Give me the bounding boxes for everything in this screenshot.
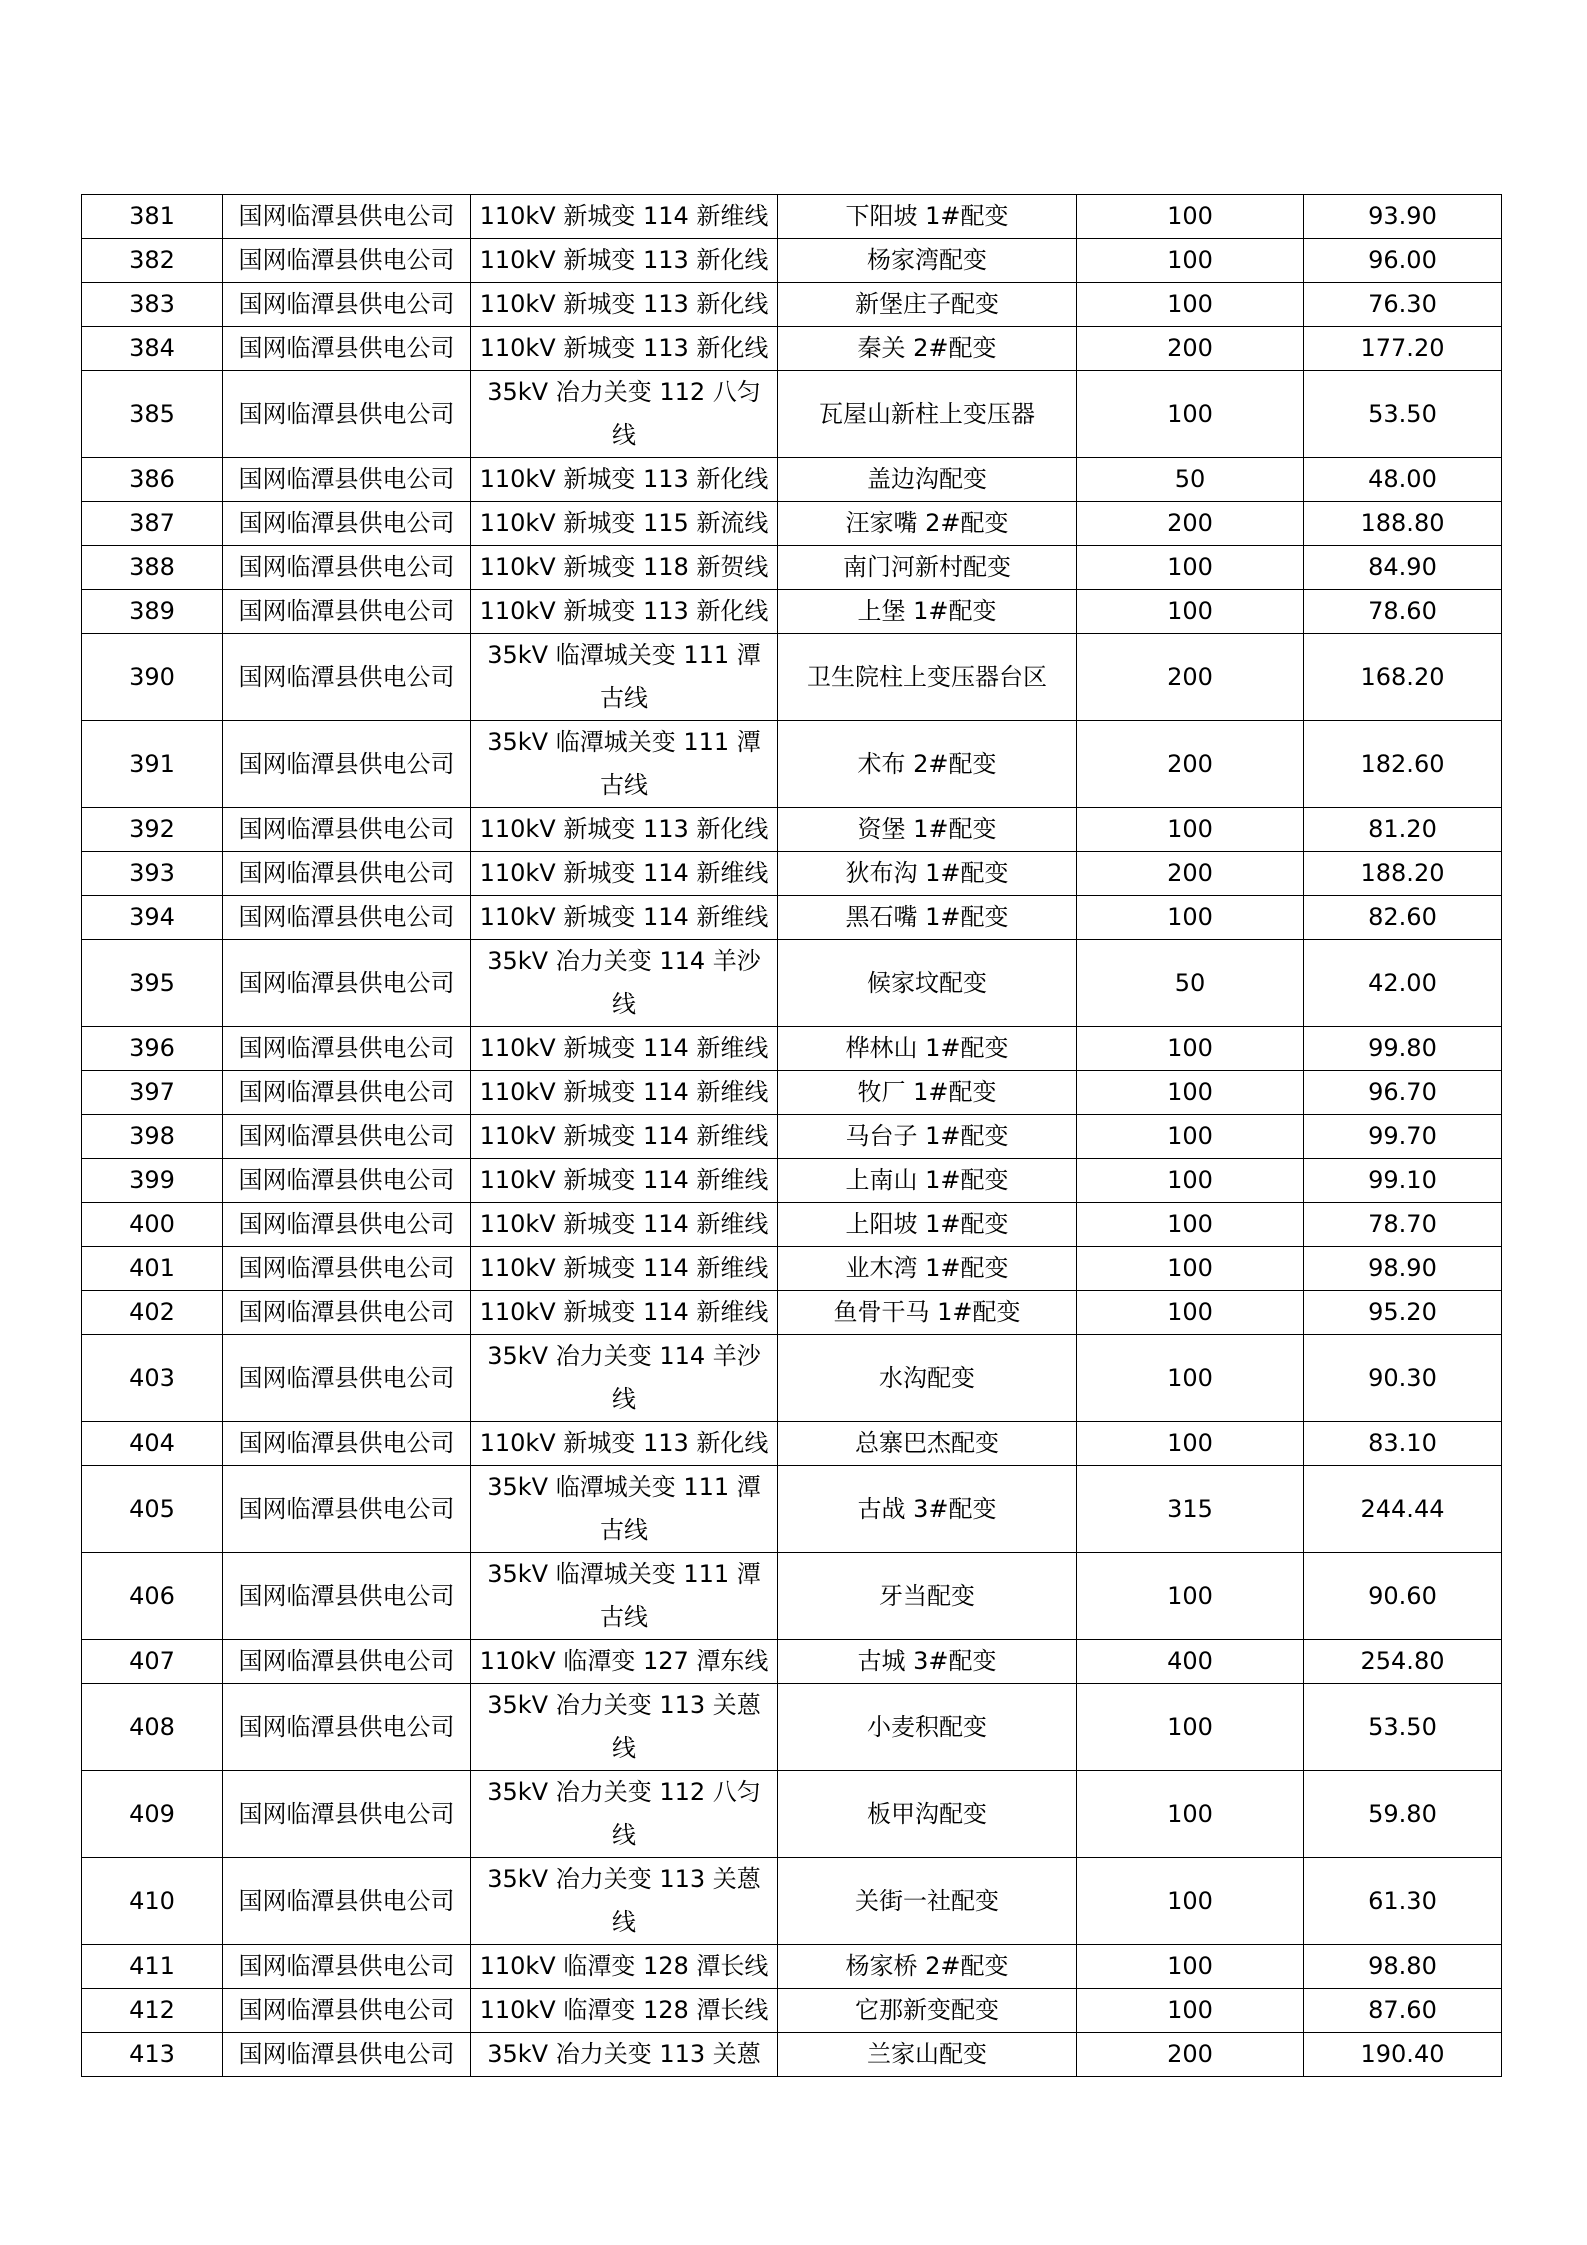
company-cell: 国网临潭县供电公司 xyxy=(223,283,471,327)
value-cell: 76.30 xyxy=(1304,283,1502,327)
capacity-cell: 100 xyxy=(1077,1071,1304,1115)
table-row xyxy=(82,1291,1502,1335)
transformer-cell: 卫生院柱上变压器台区 xyxy=(778,634,1077,721)
capacity-cell: 200 xyxy=(1077,502,1304,546)
capacity-cell: 100 xyxy=(1077,1335,1304,1422)
capacity-cell: 200 xyxy=(1077,634,1304,721)
value-cell: 90.30 xyxy=(1304,1335,1502,1422)
value-cell: 48.00 xyxy=(1304,458,1502,502)
value-cell: 78.60 xyxy=(1304,590,1502,634)
transformer-cell: 狄布沟 1#配变 xyxy=(778,852,1077,896)
table-row xyxy=(82,1553,1502,1640)
company-cell: 国网临潭县供电公司 xyxy=(223,1335,471,1422)
capacity-cell: 50 xyxy=(1077,458,1304,502)
value-cell: 42.00 xyxy=(1304,940,1502,1027)
transformer-cell: 新堡庄子配变 xyxy=(778,283,1077,327)
company-cell: 国网临潭县供电公司 xyxy=(223,502,471,546)
row-number-cell: 411 xyxy=(82,1945,223,1989)
value-cell: 93.90 xyxy=(1304,195,1502,239)
transformer-cell: 鱼骨干马 1#配变 xyxy=(778,1291,1077,1335)
transformer-cell: 秦关 2#配变 xyxy=(778,327,1077,371)
capacity-cell: 100 xyxy=(1077,1858,1304,1945)
line-cell: 110kV 新城变 114 新维线 xyxy=(471,1115,778,1159)
table-row xyxy=(82,546,1502,590)
company-cell: 国网临潭县供电公司 xyxy=(223,808,471,852)
transformer-cell: 术布 2#配变 xyxy=(778,721,1077,808)
capacity-cell: 100 xyxy=(1077,896,1304,940)
table-row xyxy=(82,1989,1502,2033)
company-cell: 国网临潭县供电公司 xyxy=(223,239,471,283)
capacity-cell: 200 xyxy=(1077,852,1304,896)
row-number-cell: 390 xyxy=(82,634,223,721)
company-cell: 国网临潭县供电公司 xyxy=(223,371,471,458)
table-row xyxy=(82,1203,1502,1247)
value-cell: 87.60 xyxy=(1304,1989,1502,2033)
table-row xyxy=(82,808,1502,852)
row-number-cell: 392 xyxy=(82,808,223,852)
capacity-cell: 200 xyxy=(1077,327,1304,371)
row-number-cell: 401 xyxy=(82,1247,223,1291)
row-number-cell: 403 xyxy=(82,1335,223,1422)
capacity-cell: 100 xyxy=(1077,1945,1304,1989)
capacity-cell: 100 xyxy=(1077,1989,1304,2033)
value-cell: 98.90 xyxy=(1304,1247,1502,1291)
company-cell: 国网临潭县供电公司 xyxy=(223,1640,471,1684)
line-cell: 35kV 临潭城关变 111 潭古线 xyxy=(471,1466,778,1553)
line-cell: 35kV 冶力关变 114 羊沙线 xyxy=(471,1335,778,1422)
table-row xyxy=(82,940,1502,1027)
line-cell: 35kV 冶力关变 113 关蒽线 xyxy=(471,1858,778,1945)
line-cell: 110kV 新城变 113 新化线 xyxy=(471,327,778,371)
company-cell: 国网临潭县供电公司 xyxy=(223,1115,471,1159)
company-cell: 国网临潭县供电公司 xyxy=(223,195,471,239)
table-row xyxy=(82,195,1502,239)
value-cell: 96.00 xyxy=(1304,239,1502,283)
capacity-cell: 50 xyxy=(1077,940,1304,1027)
line-cell: 110kV 新城变 114 新维线 xyxy=(471,1071,778,1115)
line-cell: 35kV 临潭城关变 111 潭古线 xyxy=(471,634,778,721)
capacity-cell: 100 xyxy=(1077,239,1304,283)
capacity-cell: 100 xyxy=(1077,283,1304,327)
transformer-cell: 古城 3#配变 xyxy=(778,1640,1077,1684)
table-row xyxy=(82,1027,1502,1071)
value-cell: 59.80 xyxy=(1304,1771,1502,1858)
value-cell: 244.44 xyxy=(1304,1466,1502,1553)
transformer-cell: 古战 3#配变 xyxy=(778,1466,1077,1553)
capacity-cell: 100 xyxy=(1077,808,1304,852)
distribution-transformer-table xyxy=(81,194,1502,2077)
company-cell: 国网临潭县供电公司 xyxy=(223,896,471,940)
table-row xyxy=(82,327,1502,371)
line-cell: 35kV 冶力关变 112 八匀线 xyxy=(471,371,778,458)
capacity-cell: 100 xyxy=(1077,1422,1304,1466)
line-cell: 110kV 新城变 115 新流线 xyxy=(471,502,778,546)
row-number-cell: 388 xyxy=(82,546,223,590)
company-cell: 国网临潭县供电公司 xyxy=(223,1291,471,1335)
transformer-cell: 杨家湾配变 xyxy=(778,239,1077,283)
transformer-cell: 杨家桥 2#配变 xyxy=(778,1945,1077,1989)
transformer-cell: 瓦屋山新柱上变压器 xyxy=(778,371,1077,458)
transformer-cell: 上阳坡 1#配变 xyxy=(778,1203,1077,1247)
line-cell: 110kV 新城变 113 新化线 xyxy=(471,239,778,283)
row-number-cell: 381 xyxy=(82,195,223,239)
capacity-cell: 100 xyxy=(1077,1684,1304,1771)
line-cell: 110kV 新城变 113 新化线 xyxy=(471,283,778,327)
company-cell: 国网临潭县供电公司 xyxy=(223,1466,471,1553)
company-cell: 国网临潭县供电公司 xyxy=(223,1159,471,1203)
company-cell: 国网临潭县供电公司 xyxy=(223,1858,471,1945)
line-cell: 35kV 临潭城关变 111 潭古线 xyxy=(471,1553,778,1640)
capacity-cell: 315 xyxy=(1077,1466,1304,1553)
line-cell: 110kV 新城变 118 新贺线 xyxy=(471,546,778,590)
transformer-cell: 资堡 1#配变 xyxy=(778,808,1077,852)
line-cell: 110kV 临潭变 128 潭长线 xyxy=(471,1945,778,1989)
value-cell: 90.60 xyxy=(1304,1553,1502,1640)
transformer-cell: 桦林山 1#配变 xyxy=(778,1027,1077,1071)
table-row xyxy=(82,1335,1502,1422)
table-row xyxy=(82,896,1502,940)
line-cell: 110kV 新城变 114 新维线 xyxy=(471,1203,778,1247)
company-cell: 国网临潭县供电公司 xyxy=(223,852,471,896)
value-cell: 81.20 xyxy=(1304,808,1502,852)
table-row xyxy=(82,1071,1502,1115)
row-number-cell: 384 xyxy=(82,327,223,371)
transformer-cell: 候家坟配变 xyxy=(778,940,1077,1027)
transformer-cell: 盖边沟配变 xyxy=(778,458,1077,502)
row-number-cell: 410 xyxy=(82,1858,223,1945)
row-number-cell: 385 xyxy=(82,371,223,458)
company-cell: 国网临潭县供电公司 xyxy=(223,2033,471,2077)
value-cell: 98.80 xyxy=(1304,1945,1502,1989)
line-cell: 110kV 新城变 114 新维线 xyxy=(471,1247,778,1291)
transformer-cell: 板甲沟配变 xyxy=(778,1771,1077,1858)
line-cell: 110kV 新城变 114 新维线 xyxy=(471,1159,778,1203)
value-cell: 99.70 xyxy=(1304,1115,1502,1159)
row-number-cell: 398 xyxy=(82,1115,223,1159)
line-cell: 35kV 冶力关变 114 羊沙线 xyxy=(471,940,778,1027)
transformer-cell: 上堡 1#配变 xyxy=(778,590,1077,634)
table-row xyxy=(82,1422,1502,1466)
company-cell: 国网临潭县供电公司 xyxy=(223,458,471,502)
line-cell: 110kV 新城变 114 新维线 xyxy=(471,1027,778,1071)
capacity-cell: 100 xyxy=(1077,1291,1304,1335)
table-row xyxy=(82,1945,1502,1989)
line-cell: 35kV 冶力关变 113 关蒽线 xyxy=(471,1684,778,1771)
table-row xyxy=(82,283,1502,327)
company-cell: 国网临潭县供电公司 xyxy=(223,721,471,808)
transformer-cell: 它那新变配变 xyxy=(778,1989,1077,2033)
line-cell: 110kV 新城变 113 新化线 xyxy=(471,808,778,852)
capacity-cell: 200 xyxy=(1077,2033,1304,2077)
value-cell: 254.80 xyxy=(1304,1640,1502,1684)
row-number-cell: 389 xyxy=(82,590,223,634)
company-cell: 国网临潭县供电公司 xyxy=(223,1422,471,1466)
value-cell: 99.10 xyxy=(1304,1159,1502,1203)
line-cell: 110kV 新城变 113 新化线 xyxy=(471,458,778,502)
value-cell: 83.10 xyxy=(1304,1422,1502,1466)
value-cell: 188.20 xyxy=(1304,852,1502,896)
company-cell: 国网临潭县供电公司 xyxy=(223,1945,471,1989)
row-number-cell: 400 xyxy=(82,1203,223,1247)
table-row xyxy=(82,1684,1502,1771)
capacity-cell: 200 xyxy=(1077,721,1304,808)
transformer-cell: 关街一社配变 xyxy=(778,1858,1077,1945)
capacity-cell: 100 xyxy=(1077,1115,1304,1159)
transformer-cell: 水沟配变 xyxy=(778,1335,1077,1422)
table-row xyxy=(82,1640,1502,1684)
table-row xyxy=(82,2033,1502,2077)
table-row xyxy=(82,1466,1502,1553)
row-number-cell: 396 xyxy=(82,1027,223,1071)
capacity-cell: 100 xyxy=(1077,371,1304,458)
value-cell: 168.20 xyxy=(1304,634,1502,721)
transformer-cell: 业木湾 1#配变 xyxy=(778,1247,1077,1291)
capacity-cell: 400 xyxy=(1077,1640,1304,1684)
value-cell: 96.70 xyxy=(1304,1071,1502,1115)
value-cell: 78.70 xyxy=(1304,1203,1502,1247)
line-cell: 35kV 冶力关变 113 关蒽 xyxy=(471,2033,778,2077)
value-cell: 190.40 xyxy=(1304,2033,1502,2077)
table-row xyxy=(82,852,1502,896)
line-cell: 110kV 临潭变 128 潭长线 xyxy=(471,1989,778,2033)
value-cell: 53.50 xyxy=(1304,1684,1502,1771)
row-number-cell: 397 xyxy=(82,1071,223,1115)
line-cell: 110kV 新城变 113 新化线 xyxy=(471,1422,778,1466)
row-number-cell: 406 xyxy=(82,1553,223,1640)
row-number-cell: 399 xyxy=(82,1159,223,1203)
line-cell: 110kV 临潭变 127 潭东线 xyxy=(471,1640,778,1684)
value-cell: 95.20 xyxy=(1304,1291,1502,1335)
row-number-cell: 408 xyxy=(82,1684,223,1771)
capacity-cell: 100 xyxy=(1077,546,1304,590)
table-body xyxy=(82,195,1502,2077)
transformer-cell: 马台子 1#配变 xyxy=(778,1115,1077,1159)
transformer-cell: 汪家嘴 2#配变 xyxy=(778,502,1077,546)
transformer-cell: 总寨巴杰配变 xyxy=(778,1422,1077,1466)
value-cell: 182.60 xyxy=(1304,721,1502,808)
table-row xyxy=(82,1159,1502,1203)
table-row xyxy=(82,1247,1502,1291)
row-number-cell: 395 xyxy=(82,940,223,1027)
capacity-cell: 100 xyxy=(1077,195,1304,239)
company-cell: 国网临潭县供电公司 xyxy=(223,1071,471,1115)
value-cell: 99.80 xyxy=(1304,1027,1502,1071)
row-number-cell: 394 xyxy=(82,896,223,940)
company-cell: 国网临潭县供电公司 xyxy=(223,1247,471,1291)
row-number-cell: 409 xyxy=(82,1771,223,1858)
table-row xyxy=(82,458,1502,502)
value-cell: 188.80 xyxy=(1304,502,1502,546)
table-row xyxy=(82,239,1502,283)
company-cell: 国网临潭县供电公司 xyxy=(223,1027,471,1071)
table-row xyxy=(82,502,1502,546)
row-number-cell: 382 xyxy=(82,239,223,283)
transformer-cell: 南门河新村配变 xyxy=(778,546,1077,590)
capacity-cell: 100 xyxy=(1077,1159,1304,1203)
capacity-cell: 100 xyxy=(1077,1771,1304,1858)
row-number-cell: 383 xyxy=(82,283,223,327)
table-row xyxy=(82,371,1502,458)
company-cell: 国网临潭县供电公司 xyxy=(223,1203,471,1247)
value-cell: 177.20 xyxy=(1304,327,1502,371)
value-cell: 61.30 xyxy=(1304,1858,1502,1945)
line-cell: 110kV 新城变 113 新化线 xyxy=(471,590,778,634)
value-cell: 84.90 xyxy=(1304,546,1502,590)
line-cell: 110kV 新城变 114 新维线 xyxy=(471,1291,778,1335)
row-number-cell: 393 xyxy=(82,852,223,896)
company-cell: 国网临潭县供电公司 xyxy=(223,546,471,590)
table-row xyxy=(82,1115,1502,1159)
transformer-cell: 黑石嘴 1#配变 xyxy=(778,896,1077,940)
transformer-cell: 牙当配变 xyxy=(778,1553,1077,1640)
table-row xyxy=(82,634,1502,721)
company-cell: 国网临潭县供电公司 xyxy=(223,940,471,1027)
company-cell: 国网临潭县供电公司 xyxy=(223,1771,471,1858)
company-cell: 国网临潭县供电公司 xyxy=(223,634,471,721)
row-number-cell: 402 xyxy=(82,1291,223,1335)
line-cell: 110kV 新城变 114 新维线 xyxy=(471,852,778,896)
value-cell: 82.60 xyxy=(1304,896,1502,940)
line-cell: 110kV 新城变 114 新维线 xyxy=(471,195,778,239)
transformer-cell: 兰家山配变 xyxy=(778,2033,1077,2077)
transformer-cell: 上南山 1#配变 xyxy=(778,1159,1077,1203)
table-row xyxy=(82,590,1502,634)
transformer-cell: 小麦积配变 xyxy=(778,1684,1077,1771)
line-cell: 35kV 临潭城关变 111 潭古线 xyxy=(471,721,778,808)
line-cell: 110kV 新城变 114 新维线 xyxy=(471,896,778,940)
transformer-cell: 下阳坡 1#配变 xyxy=(778,195,1077,239)
line-cell: 35kV 冶力关变 112 八匀线 xyxy=(471,1771,778,1858)
row-number-cell: 386 xyxy=(82,458,223,502)
row-number-cell: 404 xyxy=(82,1422,223,1466)
company-cell: 国网临潭县供电公司 xyxy=(223,590,471,634)
row-number-cell: 407 xyxy=(82,1640,223,1684)
capacity-cell: 100 xyxy=(1077,1553,1304,1640)
capacity-cell: 100 xyxy=(1077,590,1304,634)
row-number-cell: 413 xyxy=(82,2033,223,2077)
table-row xyxy=(82,721,1502,808)
row-number-cell: 391 xyxy=(82,721,223,808)
value-cell: 53.50 xyxy=(1304,371,1502,458)
capacity-cell: 100 xyxy=(1077,1203,1304,1247)
row-number-cell: 405 xyxy=(82,1466,223,1553)
table-row xyxy=(82,1858,1502,1945)
row-number-cell: 412 xyxy=(82,1989,223,2033)
company-cell: 国网临潭县供电公司 xyxy=(223,1989,471,2033)
company-cell: 国网临潭县供电公司 xyxy=(223,327,471,371)
capacity-cell: 100 xyxy=(1077,1027,1304,1071)
table-row xyxy=(82,1771,1502,1858)
company-cell: 国网临潭县供电公司 xyxy=(223,1553,471,1640)
transformer-cell: 牧厂 1#配变 xyxy=(778,1071,1077,1115)
row-number-cell: 387 xyxy=(82,502,223,546)
company-cell: 国网临潭县供电公司 xyxy=(223,1684,471,1771)
capacity-cell: 100 xyxy=(1077,1247,1304,1291)
